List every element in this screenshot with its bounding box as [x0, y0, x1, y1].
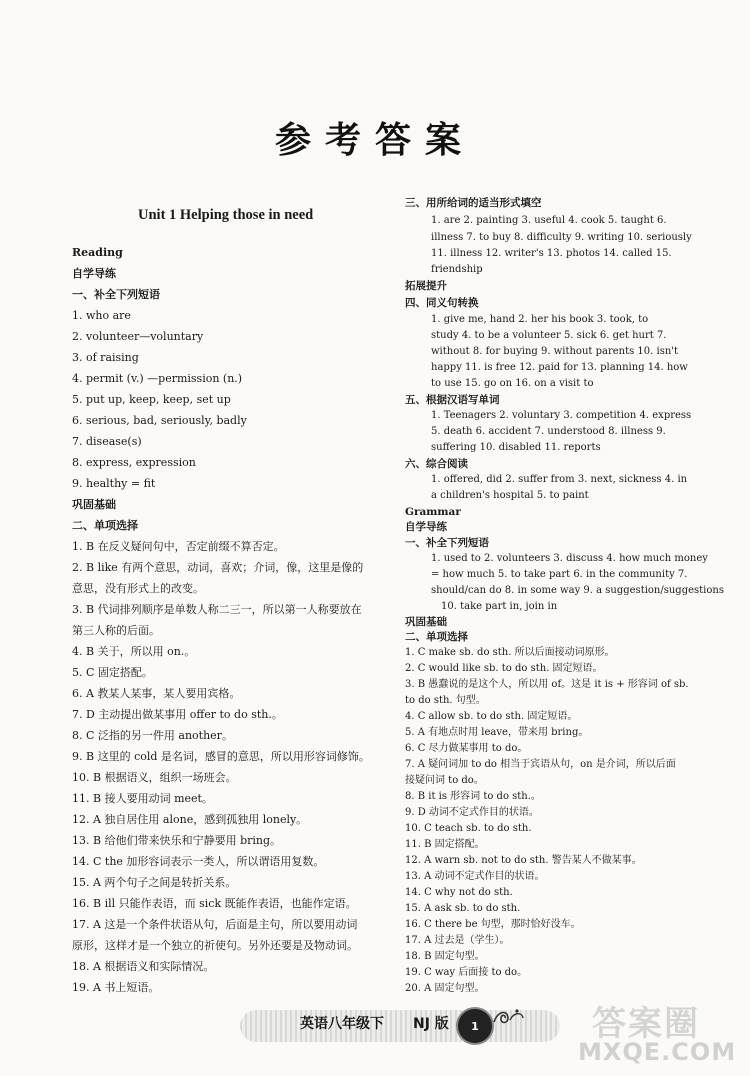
answer-line: 7. D 主动提出做某事用 offer to do sth.。 [72, 708, 283, 721]
answer-line: 8. C 泛指的另一件用 another。 [72, 729, 233, 742]
answer-line: 12. A warn sb. not to do sth. 警告某人不做某事。 [405, 855, 642, 866]
answer-line: 18. B 固定句型。 [405, 951, 485, 962]
answer-line: 8. B it is 形容词 to do sth.。 [405, 791, 541, 802]
answer-line: 4. B 关于，所以用 on.。 [72, 645, 196, 658]
decorative-swirl-icon [492, 1006, 526, 1028]
answer-line: 1. used to 2. volunteers 3. discuss 4. how much money [431, 553, 708, 564]
watermark-logo-text: 答案圈 [592, 1004, 700, 1044]
answer-line: 10. C teach sb. to do sth. [405, 823, 532, 834]
answer-line: 20. A 固定句型。 [405, 983, 485, 994]
section-heading: Reading [72, 246, 123, 259]
answer-line: 6. serious, bad, seriously, badly [72, 414, 247, 427]
answer-line: 10. B 根据语义，组织一场班会。 [72, 771, 237, 784]
answer-line: without 8. for buying 9. without parents 10. isn't [431, 346, 679, 357]
watermark-url: MXQE.COM [578, 1038, 737, 1066]
answer-line: 13. A 动词不定式作目的状语。 [405, 871, 545, 882]
answer-line: 14. C why not do sth. [405, 887, 513, 898]
answer-line: 5. A 有地点时用 leave，带来用 bring。 [405, 727, 589, 738]
answer-line: 原形，这样才是一个独立的祈使句。另外还要是及物动词。 [72, 939, 358, 952]
page-number: 1 [456, 1007, 494, 1045]
answer-line: 19. A 书上短语。 [72, 981, 160, 994]
answer-line: = how much 5. to take part 6. in the community 7. [431, 569, 688, 580]
section-heading: 五、根据汉语写单词 [405, 394, 500, 406]
answer-line: 2. B like 有两个意思，动词，喜欢；介词，像，这里是像的 [72, 561, 364, 574]
answer-line: 2. volunteer—voluntary [72, 330, 204, 343]
answer-line: 1. who are [72, 309, 131, 322]
answer-line: 17. A 这是一个条件状语从句，后面是主句，所以要用动词 [72, 918, 358, 931]
answer-line: 18. A 根据语义和实际情况。 [72, 960, 215, 973]
section-heading: 自学导练 [72, 267, 116, 280]
page-title: 参考答案 [274, 120, 475, 161]
answer-line: 9. B 这里的 cold 是名词，感冒的意思，所以用形容词修饰。 [72, 750, 370, 763]
answer-line: 5. C 固定搭配。 [72, 666, 153, 679]
answer-line: 3. B 代词排列顺序是单数人称二三一，所以第一人称要放在 [72, 603, 362, 616]
answer-line: happy 11. is free 12. paid for 13. planning 14. how [431, 362, 688, 373]
answer-line: 1. Teenagers 2. voluntary 3. competition 4. express [431, 410, 692, 421]
answer-line: 9. D 动词不定式作目的状语。 [405, 807, 539, 818]
footer-book-title: 英语八年级下 [300, 1016, 384, 1032]
answer-line: 17. A 过去是（学生）。 [405, 935, 510, 946]
answer-line: 11. illness 12. writer's 13. photos 14. called 15. [431, 248, 672, 259]
answer-line: 6. A 教某人某事，某人要用宾格。 [72, 687, 241, 700]
answer-line: 15. A 两个句子之间是转折关系。 [72, 876, 237, 889]
answer-line: should/can do 8. in some way 9. a suggestion/suggestions [431, 585, 724, 596]
answer-line: 1. are 2. painting 3. useful 4. cook 5. taught 6. [431, 215, 667, 226]
section-heading: 三、用所给词的适当形式填空 [405, 197, 542, 209]
section-heading: Grammar [405, 506, 461, 518]
section-heading: 巩固基础 [72, 498, 116, 511]
answer-line: 12. A 独自居住用 alone，感到孤独用 lonely。 [72, 813, 308, 826]
answer-line: 3. B 愚蠢说的是这个人，所以用 of。这是 it is + 形容词 of sb. [405, 679, 689, 690]
answer-line: to use 15. go on 16. on a visit to [431, 378, 594, 389]
answer-line: 11. B 接人要用动词 meet。 [72, 792, 213, 805]
answer-line: 11. B 固定搭配。 [405, 839, 485, 850]
answer-line: 第三人称的后面。 [72, 624, 160, 637]
answer-line: 9. healthy = fit [72, 477, 156, 490]
answer-line: 1. offered, did 2. suffer from 3. next, sickness 4. in [431, 474, 688, 485]
section-heading: 一、补全下列短语 [72, 288, 160, 301]
answer-line: 4. C allow sb. to do sth. 固定短语。 [405, 711, 578, 722]
answer-line: 13. B 给他们带来快乐和宁静要用 bring。 [72, 834, 282, 847]
answer-line: suffering 10. disabled 11. reports [431, 442, 601, 453]
answer-line: 6. C 尽力做某事用 to do。 [405, 743, 528, 754]
answer-line: 1. give me, hand 2. her his book 3. took, to [431, 314, 649, 325]
answer-line: 5. death 6. accident 7. understood 8. illness 9. [431, 426, 666, 437]
section-heading: 二、单项选择 [72, 519, 138, 532]
answer-line: 2. C would like sb. to do sth. 固定短语。 [405, 663, 603, 674]
section-heading: 四、同义句转换 [405, 297, 479, 309]
answer-line: 16. B ill 只能作表语，而 sick 既能作表语，也能作定语。 [72, 897, 357, 910]
section-heading: 自学导练 [405, 521, 447, 533]
answer-line: 5. put up, keep, keep, set up [72, 393, 231, 406]
answer-line: 7. A 疑问词加 to do 相当于宾语从句，on 是介词，所以后面 [405, 759, 676, 770]
answer-line: study 4. to be a volunteer 5. sick 6. get hurt 7. [431, 330, 667, 341]
watermark [578, 996, 744, 1072]
answer-line: 8. express, expression [72, 456, 196, 469]
answer-line: 10. take part in, join in [441, 601, 558, 612]
answer-line: 7. disease(s) [72, 435, 142, 448]
answer-line: 19. C way 后面接 to do。 [405, 967, 528, 978]
answer-line: friendship [431, 264, 483, 275]
section-heading: 二、单项选择 [405, 631, 468, 643]
answer-line: 15. A ask sb. to do sth. [405, 903, 521, 914]
section-heading: 一、补全下列短语 [405, 537, 489, 549]
footer-edition: NJ 版 [413, 1016, 449, 1032]
answer-line: 16. C there be 句型，那时恰好没车。 [405, 919, 581, 930]
answer-line: to do sth. 句型。 [405, 695, 486, 706]
answer-line: 4. permit (v.) —permission (n.) [72, 372, 243, 385]
section-heading: 拓展提升 [405, 280, 447, 292]
answer-line: 1. C make sb. do sth. 所以后面接动词原形。 [405, 647, 615, 658]
section-heading: 巩固基础 [405, 616, 447, 628]
answer-line: illness 7. to buy 8. difficulty 9. writing 10. seriously [431, 232, 692, 243]
answer-line: 3. of raising [72, 351, 139, 364]
answer-line: 接疑问词 to do。 [405, 775, 484, 786]
answer-line: 意思，没有形式上的改变。 [72, 582, 204, 595]
answer-line: 1. B 在反义疑问句中，否定前缀不算否定。 [72, 540, 285, 553]
answer-line: 14. C the 加形容词表示一类人，所以谓语用复数。 [72, 855, 325, 868]
section-heading: Unit 1 Helping those in need [138, 207, 314, 223]
section-heading: 六、综合阅读 [405, 458, 468, 470]
answer-line: a children's hospital 5. to paint [431, 490, 589, 501]
